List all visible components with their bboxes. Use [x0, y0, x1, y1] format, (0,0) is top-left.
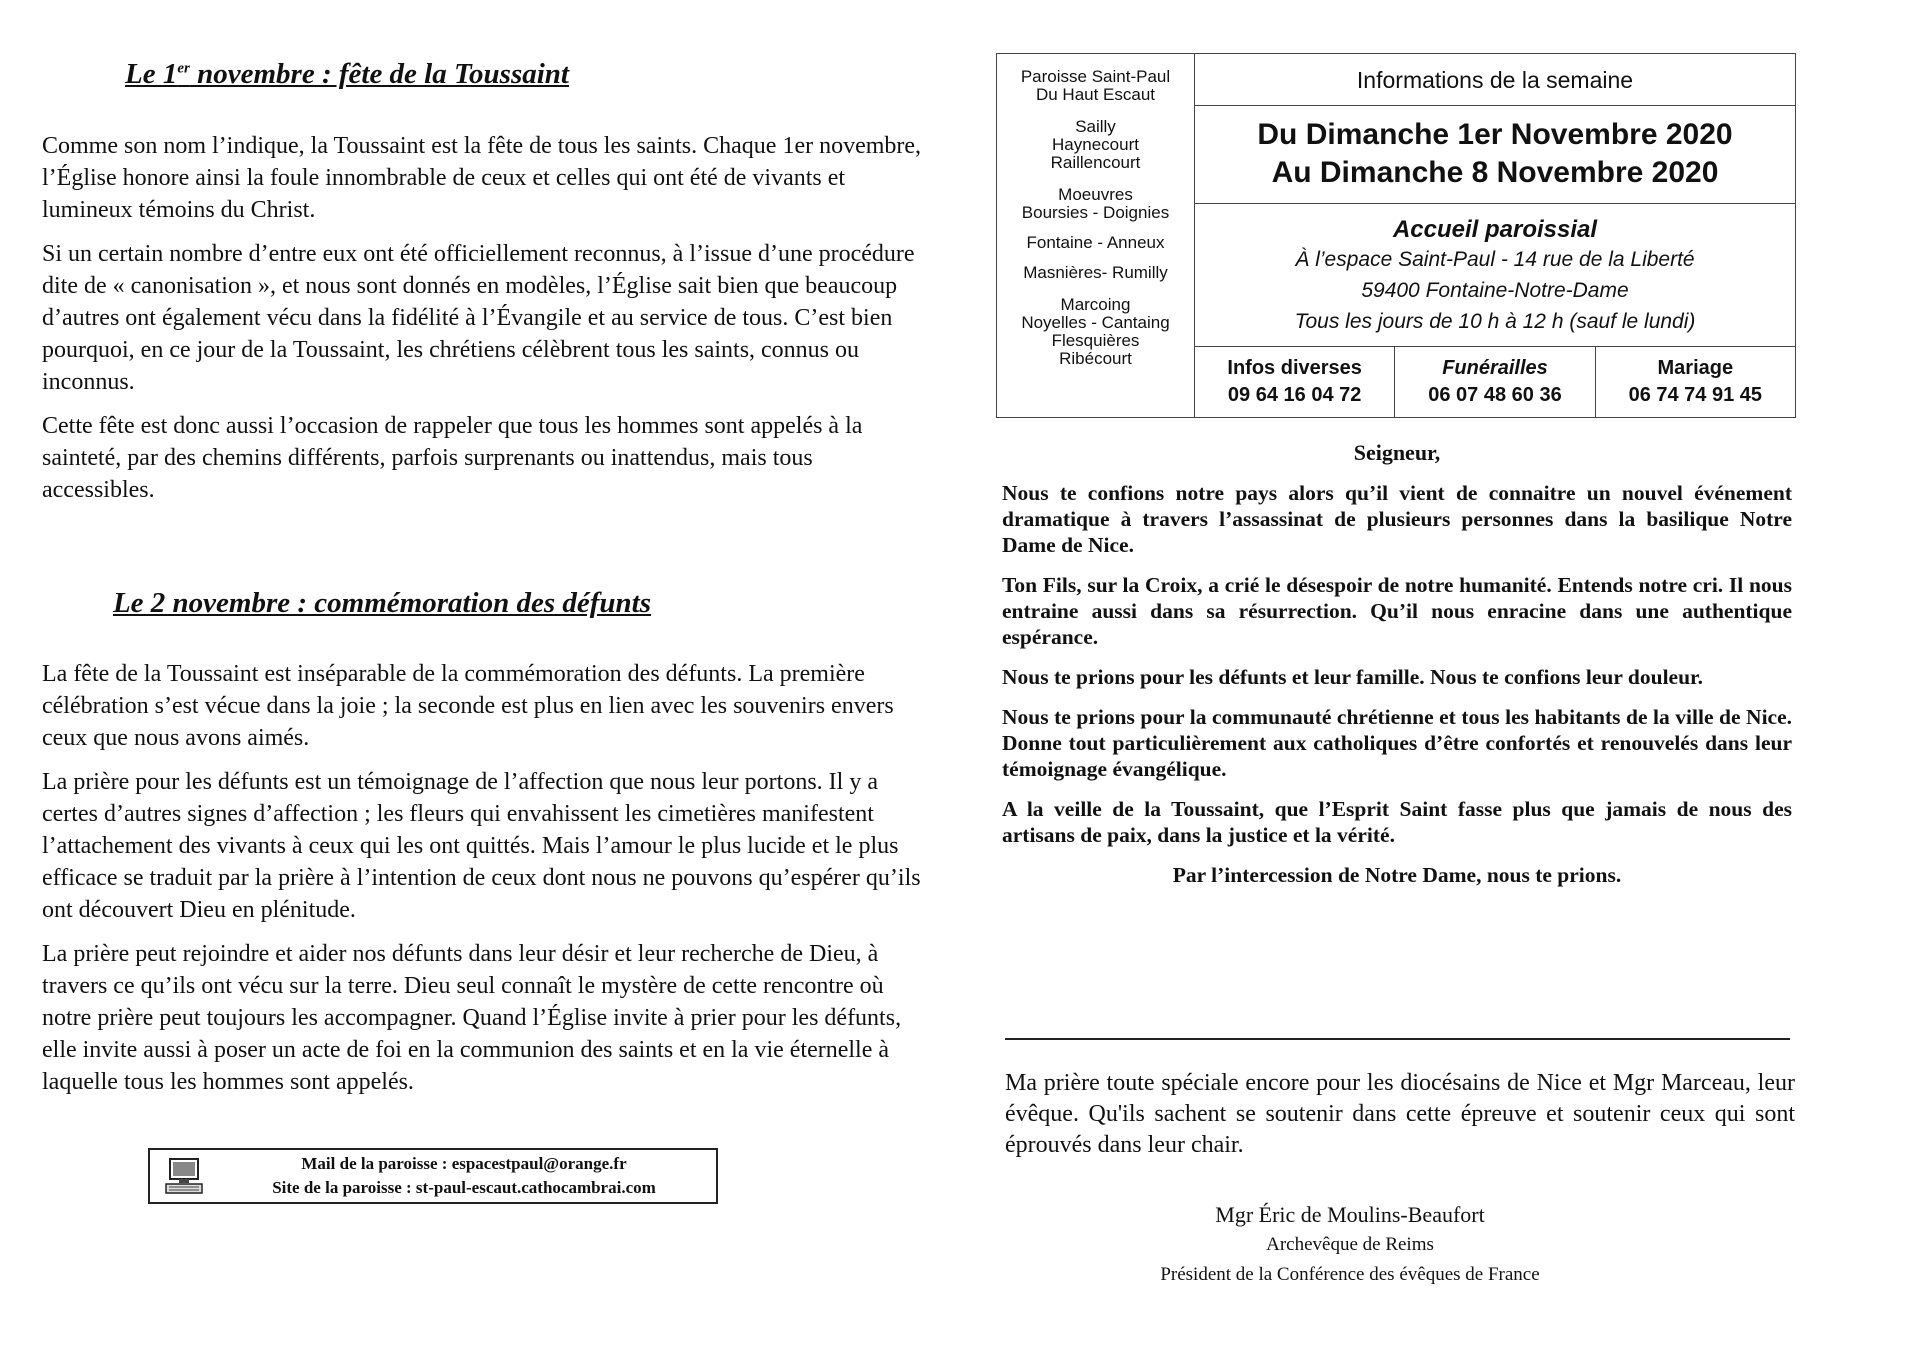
parish-name: Boursies - Doignies [1021, 203, 1170, 222]
accueil-hours: Tous les jours de 10 h à 12 h (sauf le lundi) [1294, 310, 1696, 333]
paragraph: La prière pour les défunts est un témoignage de l’affection que nous leur portons. Il y a certes d’autres signes d’affection ; les fleurs qui envahissent les cimetières manifestent l’attachement des vivants à ceux qui les ont quittés. Mais l’amour le plus lucide et le plus efficace se traduit par la prière à l’intention de ceux dont nous ne pouvons qu’espérer qu’ils ont découvert Dieu en plénitude. [42, 769, 921, 923]
accueil-city: 59400 Fontaine-Notre-Dame [1361, 279, 1629, 302]
parish-name: Marcoing [1060, 295, 1131, 314]
paragraph: Cette fête est donc aussi l’occasion de rappeler que tous les hommes sont appelés à la sainteté, par des chemins différents, parfois surprenants ou inattendus, mais tous accessibles. [42, 413, 863, 503]
date-from: Du Dimanche 1er Novembre 2020 [1257, 118, 1733, 151]
title-suffix: novembre : fête de la Toussaint [189, 58, 569, 90]
paragraph: La prière peut rejoindre et aider nos défunts dans leur désir et leur recherche de Dieu, à travers ce qu’ils ont vécu sur la terre. Dieu seul connaît le mystère de cette rencontre où notre prière peut toujours les accompagner. Quand l’Église invite à prier pour les défunts, elle invite aussi à poser un acte de foi en la communion des saints et en la vie éternelle à laquelle tous les hommes sont appelés. [42, 941, 902, 1095]
phone-label: Funérailles [1442, 357, 1548, 379]
prayer-paragraph: Nous te prions pour la communauté chrétienne et tous les habitants de la ville de Nice. Donne tout particulièrement aux catholiques d’être confortés et renouvelés dans leur témoignage évangélique. [1002, 705, 1792, 781]
parish-name: Fontaine - Anneux [1026, 233, 1165, 252]
paragraph: Si un certain nombre d’entre eux ont été officiellement reconnus, à l’issue d’une procédure dite de « canonisation », et nous sont donnés en modèles, l’Église sait bien que beaucoup d’autres ont également vécu dans la fidélité à l’Évangile et au service de tous. C’est bien pourquoi, en ce jour de la Toussaint, les chrétiens célèbrent tous les saints, connus ou inconnus. [42, 241, 915, 395]
title-prefix: Le 1 [125, 58, 178, 90]
site-line: Site de la paroisse : st-paul-escaut.cathocambrai.com [272, 1178, 656, 1197]
parish-name: Ribécourt [1059, 349, 1132, 368]
week-header: Informations de la semaine [1195, 54, 1795, 106]
parish-name: Moeuvres [1058, 185, 1133, 204]
divider [1005, 1038, 1790, 1040]
phone-funerailles [1395, 347, 1595, 417]
phone-number: 06 07 48 60 36 [1428, 384, 1562, 406]
parish-group [997, 186, 1194, 222]
mail-line: Mail de la paroisse : espacestpaul@orange.fr [301, 1154, 627, 1173]
paragraph: Comme son nom l’indique, la Toussaint est la fête de tous les saints. Chaque 1er novembre, l’Église honore ainsi la foule innombrable de ceux et celles qui ont été de vivants et lumineux témoins du Christ. [42, 133, 922, 223]
prayer-paragraph: A la veille de la Toussaint, que l’Esprit Saint fasse plus que jamais de nous des artisans de paix, dans la justice et la vérité. [1002, 797, 1792, 847]
computer-icon [164, 1156, 204, 1196]
accueil-block [1195, 204, 1795, 344]
phone-label: Mariage [1657, 357, 1734, 379]
phone-label: Infos diverses [1227, 357, 1362, 379]
accueil-address: À l’espace Saint-Paul - 14 rue de la Liberté [1295, 248, 1695, 271]
title-sup: er [177, 60, 190, 77]
info-box [996, 53, 1796, 418]
accueil-title: Accueil paroissial [1392, 216, 1598, 243]
contact-lines [222, 1152, 716, 1200]
signature-role: Archevêque de Reims [1266, 1234, 1434, 1255]
prayer-paragraph: Nous te prions pour les défunts et leur famille. Nous te confions leur douleur. [1002, 665, 1703, 689]
parish-name: Sailly [1075, 117, 1116, 136]
phone-infos [1195, 347, 1395, 417]
section-title-defunts: Le 2 novembre : commémoration des défunts [112, 587, 652, 619]
phone-mariage [1596, 347, 1795, 417]
section-defunts-body [42, 658, 922, 1098]
date-to: Au Dimanche 8 Novembre 2020 [1271, 156, 1719, 189]
phone-row [1195, 346, 1795, 417]
parish-list [997, 54, 1195, 417]
parish-group [997, 234, 1194, 252]
parish-group [997, 296, 1194, 368]
phone-number: 06 74 74 91 45 [1628, 384, 1763, 406]
parish-name: Masnières- Rumilly [1023, 263, 1168, 282]
signature-name: Mgr Éric de Moulins-Beaufort [1215, 1202, 1485, 1227]
section-title-toussaint [42, 58, 652, 91]
week-dates [1195, 106, 1795, 204]
prayer-greeting: Seigneur, [1353, 440, 1441, 465]
parish-name: Du Haut Escaut [1035, 85, 1156, 104]
parish-name: Paroisse Saint-Paul [1020, 67, 1171, 86]
prayer-block [1002, 440, 1792, 902]
parish-name: Raillencourt [1050, 153, 1141, 172]
parish-group [997, 68, 1194, 104]
parish-group [997, 264, 1194, 282]
phone-number: 09 64 16 04 72 [1227, 384, 1362, 406]
parish-name: Haynecourt [1052, 135, 1139, 154]
signature [1090, 1200, 1610, 1290]
parish-name: Flesquières [1051, 331, 1140, 350]
signature-role: Président de la Conférence des évêques de France [1160, 1264, 1540, 1285]
paragraph: La fête de la Toussaint est inséparable de la commémoration des défunts. La première célébration s’est vécue dans la joie ; la seconde est plus en lien avec les souvenirs envers ceux que nous avons aimés. [42, 661, 894, 751]
prayer-closing: Par l’intercession de Notre Dame, nous te prions. [1172, 863, 1622, 887]
section-toussaint-body [42, 130, 922, 506]
contact-box [148, 1148, 718, 1204]
special-prayer: Ma prière toute spéciale encore pour les diocésains de Nice et Mgr Marceau, leur évêque. Qu'ils sachent se soutenir dans cette épreuve et soutenir ceux qui sont éprouvés dans leur chair. [1005, 1070, 1795, 1158]
prayer-paragraph: Ton Fils, sur la Croix, a crié le désespoir de notre humanité. Entends notre cri. Il nous entraine aussi dans sa résurrection. Qu’il nous enracine dans une authentique espérance. [1002, 573, 1792, 649]
parish-group [997, 118, 1194, 172]
prayer-paragraph: Nous te confions notre pays alors qu’il vient de connaitre un nouvel événement dramatique à travers l’assassinat de plusieurs personnes dans la basilique Notre Dame de Nice. [1002, 481, 1792, 557]
parish-name: Noyelles - Cantaing [1021, 313, 1170, 332]
